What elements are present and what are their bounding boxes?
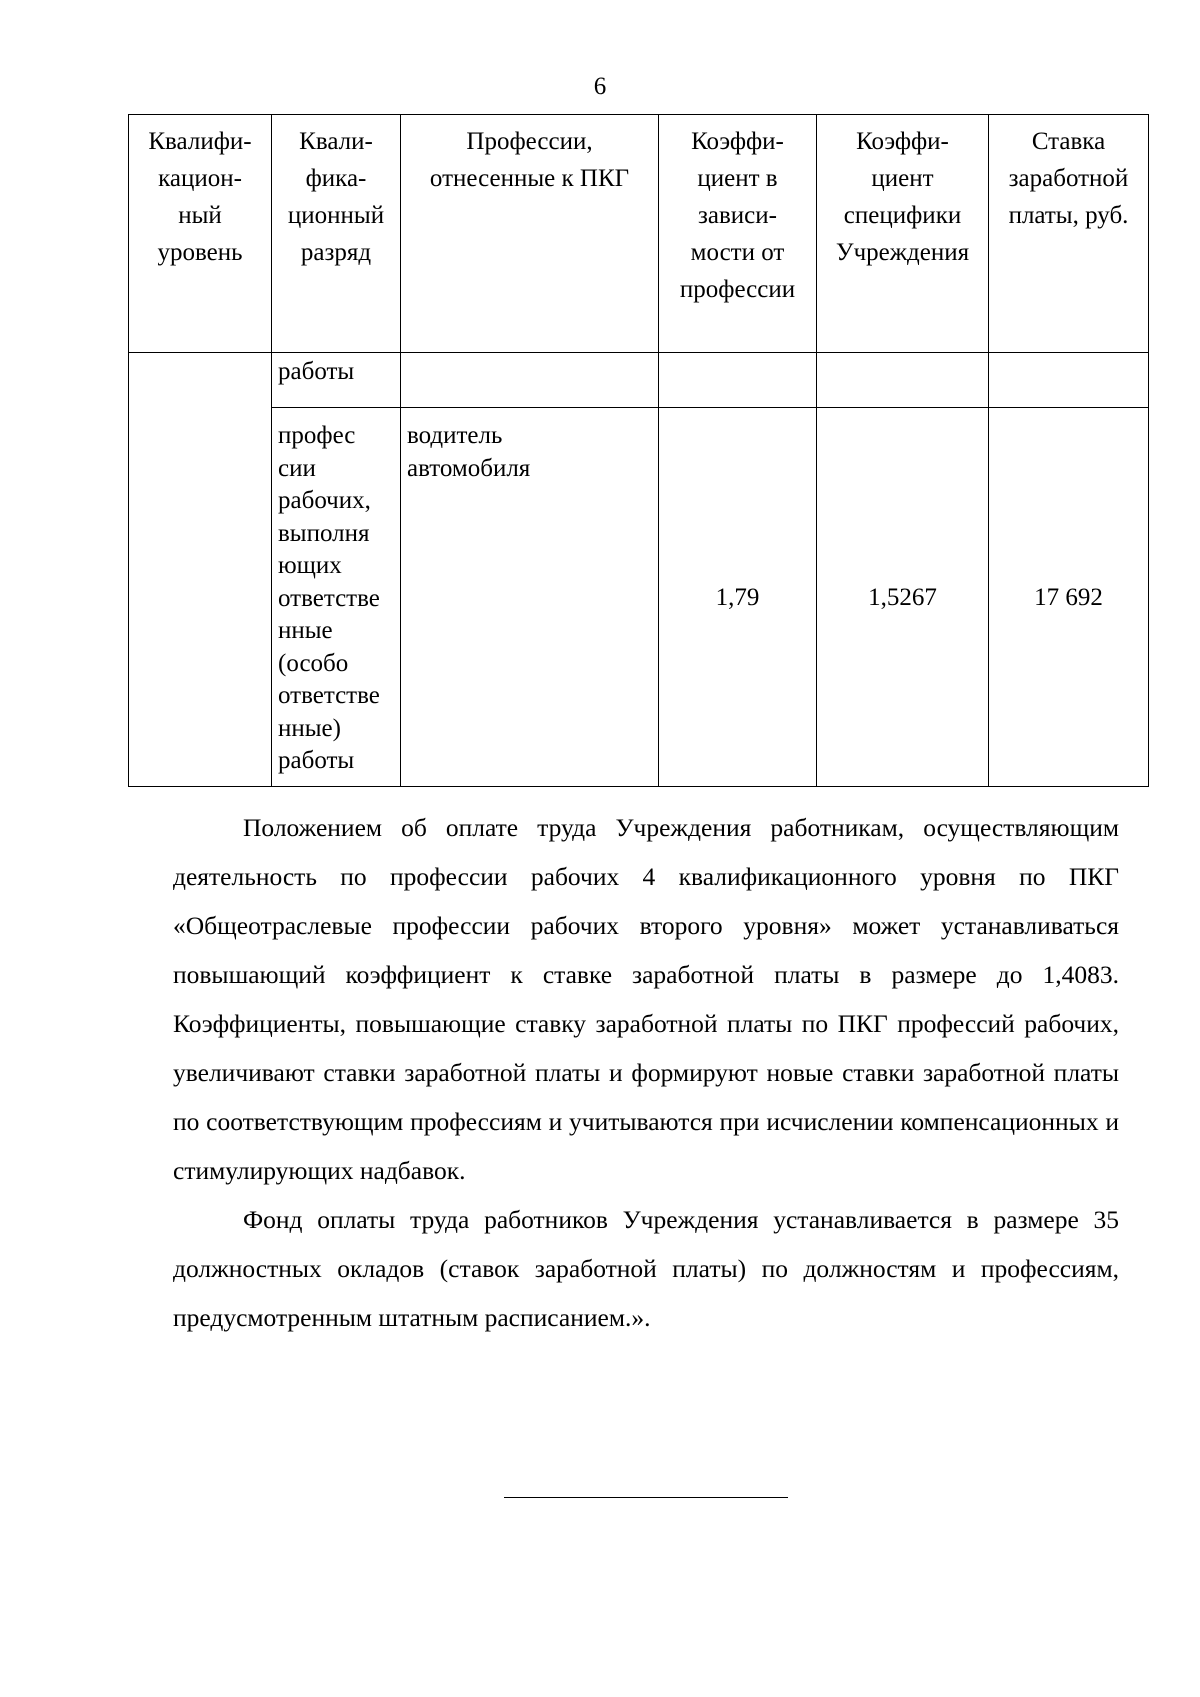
profession-cell: водитель автомобиля xyxy=(401,408,659,787)
table-header-row xyxy=(129,115,1149,353)
paragraph-payroll-fund: Фонд оплаты труда работников Учреждения устанавливается в размере 35 должностных окладов (ставок заработной платы) по должностям и профессиям, предусмотренным штатным расписанием.». xyxy=(173,1205,1119,1332)
body-text xyxy=(173,803,1119,1342)
qualification-rank-cell: работы xyxy=(272,353,401,408)
pkg-salary-table xyxy=(128,114,1149,787)
header-qualification-rank: Квали- фика- ционный разряд xyxy=(272,115,401,353)
page-number: 6 xyxy=(593,73,607,100)
header-qualification-level: Квалифи- кацион- ный уровень xyxy=(129,115,272,353)
qualification-rank-cell: профес сии рабочих, выполня ющих ответстве нные (особо ответстве нные) работы xyxy=(272,408,401,787)
closing-divider-line xyxy=(504,1497,788,1498)
table-row xyxy=(129,408,1149,787)
salary-rate-cell xyxy=(989,353,1149,408)
table-row xyxy=(129,353,1149,408)
header-salary-rate: Ставка заработной платы, руб. xyxy=(989,115,1149,353)
paragraph-pay-regulation: Положением об оплате труда Учреждения работникам, осуществляющим деятельность по профессии рабочих 4 квалификационного уровня по ПКГ «Общеотраслевые профессии рабочих второго уровня» может устанавливаться повышающий коэффициент к ставке заработной платы в размере до 1,4083. Коэффициенты, повышающие ставку заработной платы по ПКГ профессий рабочих, увеличивают ставки заработной платы и формируют новые ставки заработной платы по соответствующим профессиям и учитываются при исчислении компенсационных и стимулирующих надбавок. xyxy=(173,813,1119,1185)
profession-coefficient-cell: 1,79 xyxy=(659,408,817,787)
header-specific-coefficient: Коэффи- циент специфики Учреждения xyxy=(817,115,989,353)
salary-rate-cell: 17 692 xyxy=(989,408,1149,787)
header-professions: Профессии, отнесенные к ПКГ xyxy=(401,115,659,353)
profession-cell xyxy=(401,353,659,408)
qualification-level-cell xyxy=(129,353,272,787)
header-profession-coefficient: Коэффи- циент в зависи- мости от профессии xyxy=(659,115,817,353)
specific-coefficient-cell xyxy=(817,353,989,408)
profession-coefficient-cell xyxy=(659,353,817,408)
specific-coefficient-cell: 1,5267 xyxy=(817,408,989,787)
